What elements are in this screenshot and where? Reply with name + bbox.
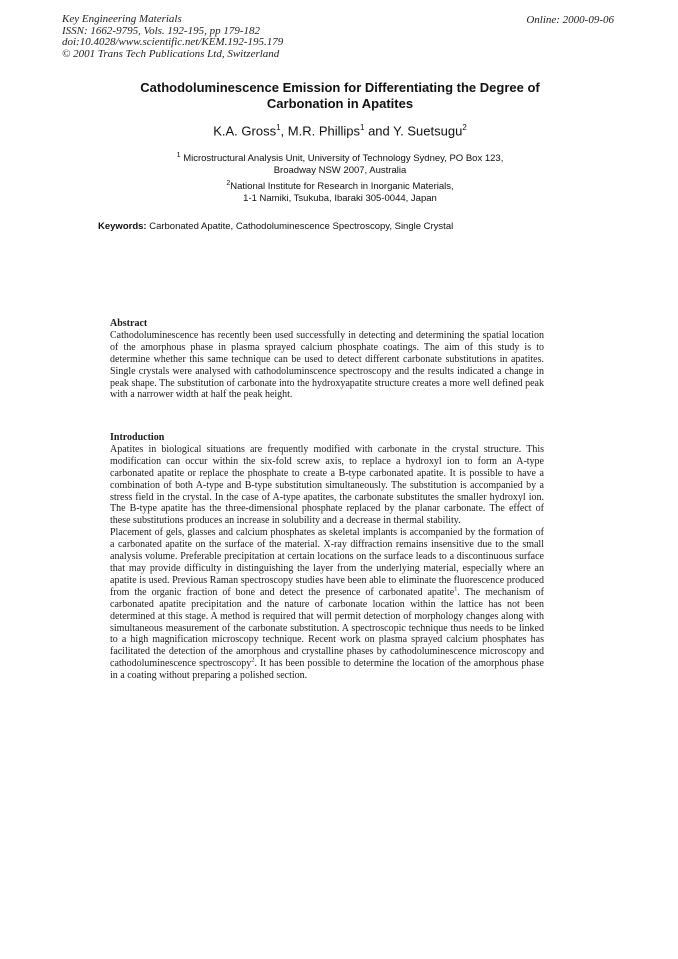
journal-name: Key Engineering Materials — [62, 13, 182, 25]
abstract-section — [110, 318, 544, 401]
introduction-paragraph-2 — [110, 527, 544, 682]
affiliation-2-line-1: National Institute for Research in Inorganic Materials, — [230, 181, 454, 193]
issn-line: ISSN: 1662-9795, Vols. 192-195, pp 179-182 — [62, 24, 260, 37]
citation-1: 1 — [454, 585, 458, 593]
author-separator: and — [364, 123, 394, 139]
author-list — [80, 123, 600, 138]
affiliation-1 — [80, 150, 600, 177]
introduction-paragraph-2-part-b: . The mechanism of carbonated apatite precipitation and the nature of carbonate location within the lattice has not been determined at this stage. A method is required that will permit detection of morphology changes along with simultaneous measurement of the carbonate substitution. A spectroscopic technique thus needs to be linked to a high magnification microscopy technique. Recent work on plasma sprayed calcium phosphates has facilitated the detection of the amorphous and crystalline phases by cathodoluminescence microscopy and cathodoluminescence spectroscopy — [110, 586, 544, 670]
affiliation-1-marker: 1 — [176, 152, 181, 159]
introduction-section — [110, 432, 544, 682]
publication-header — [62, 14, 283, 60]
title-line-1: Cathodoluminescence Emission for Differentiating the Degree of — [140, 80, 540, 95]
abstract-text: Cathodoluminescence has recently been used successfully in detecting and determining the spatial location of the amorphous phase in plasma sprayed calcium phosphate coatings. The aim of this study is to determine whether this same technique can be used to detect different carbonate substitutions in apatites. Single crystals were analysed with cathodoluminscence spectroscopy and the results indicated a change in peak shape. The substitution of carbonate into the hydroxyapatite structure creates a more well defined peak with a narrower width at half the peak height. — [110, 329, 544, 401]
abstract-heading: Abstract — [110, 318, 148, 329]
author-separator: , — [280, 123, 288, 139]
affiliation-2 — [80, 178, 600, 205]
paper-title — [80, 80, 600, 112]
keywords-text: Carbonated Apatite, Cathodoluminescence Spectroscopy, Single Crystal — [149, 221, 454, 232]
copyright-line: © 2001 Trans Tech Publications Ltd, Switzerland — [62, 47, 280, 60]
title-line-2: Carbonation in Apatites — [266, 96, 414, 111]
introduction-paragraph-2-part-c: . It has been possible to determine the location of the amorphous phase in a coating without preparing a polished section. — [110, 658, 544, 682]
author-suetsugu-affil: 2 — [462, 123, 467, 132]
author-gross-affil: 1 — [276, 123, 281, 132]
affiliation-1-line-1: Microstructural Analysis Unit, University of Technology Sydney, PO Box 123, — [183, 153, 504, 165]
introduction-paragraph-2-part-a: Placement of gels, glasses and calcium phosphates as skeletal implants is accompanied by the formation of a carbonated apatite on the surface of the material. X-ray diffraction remains insensitive due to the small analysis volume. Preferable precipitation at certain locations on the surface leads to a discontinuous surface that may provide difficulty in distinguishing the layer from the underlying material, especially where an apatite is used. Previous Raman spectroscopy studies have been able to eliminate the fluorescence produced from the organic fraction of bone and detect the presence of carbonated apatite — [110, 527, 544, 598]
online-date: Online: 2000-09-06 — [526, 14, 614, 26]
citation-2: 2 — [251, 656, 255, 664]
author-phillips: M.R. Phillips — [287, 123, 361, 139]
affiliation-1-line-2: Broadway NSW 2007, Australia — [273, 165, 407, 177]
keywords-label: Keywords: — [98, 221, 147, 232]
author-suetsugu: Y. Suetsugu — [393, 123, 463, 139]
introduction-heading: Introduction — [110, 432, 165, 443]
affiliation-2-line-2: 1-1 Namiki, Tsukuba, Ibaraki 305-0044, Japan — [243, 193, 437, 205]
introduction-paragraph-1: Apatites in biological situations are frequently modified with carbonate in the crystal structure. This modification can occur within the six-fold screw axis, to replace a hydroxyl ion to form an A-type carbonated apatite or replace the phosphate to create a B-type carbonated apatite. It is possible to have a combination of both A-type and B-type substitution simultaneously. The substitution is accompanied by a stress field in the crystal. In the case of A-type apatites, the carbonate substitutes the smaller hydroxyl ion. The B-type apatite has the three-dimensional phosphate replaced by the planar carbonate. The effect of these substitutions produces an increase in solubility and a decrease in thermal stability. — [110, 443, 544, 527]
affiliation-2-marker: 2 — [226, 180, 231, 187]
doi-line: doi:10.4028/www.scientific.net/KEM.192-195.179 — [62, 36, 284, 49]
author-gross: K.A. Gross — [213, 123, 277, 139]
author-phillips-affil: 1 — [360, 123, 365, 132]
keywords — [98, 221, 453, 232]
